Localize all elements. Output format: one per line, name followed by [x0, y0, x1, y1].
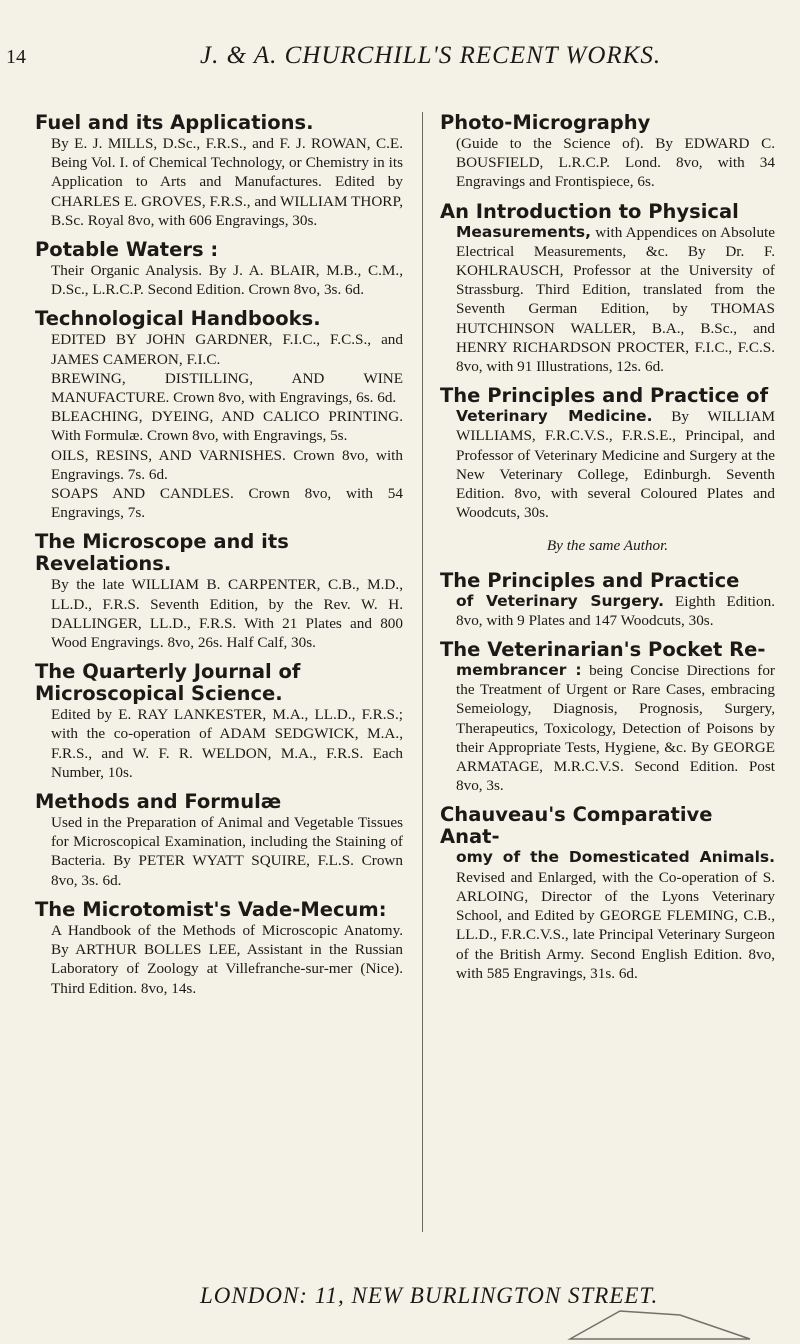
entry-title: The Principles and Practice of	[440, 384, 769, 408]
running-title: J. & A. CHURCHILL'S RECENT WORKS.	[200, 42, 662, 69]
entry-body: EDITED BY JOHN GARDNER, F.I.C., F.C.S., and JAMES CAMERON, F.I.C.	[51, 331, 403, 368]
entry-title: Chauveau's Comparative Anat-	[440, 803, 713, 849]
column-divider	[422, 112, 423, 1232]
list-item	[35, 112, 403, 230]
entry-subtitle: omy of the Domesticated Animals.	[456, 848, 775, 867]
list-item	[440, 570, 775, 630]
entry-text: Revised and Enlarged, with the Co-operation of S. ARLOING, Director of the Lyons Veterinary School, and Edited by GEORGE FLEMING, C.B., LL.D., F.R.C.V.S., late Principal Veterinary Surgeon of the British Army. Second English Edition. 8vo, with 585 Engravings, 31s. 6d.	[456, 868, 775, 982]
entry-subtitle: Measurements,	[456, 222, 592, 241]
entry-body: Their Organic Analysis. By J. A. BLAIR, M.B., C.M., D.Sc., L.R.C.P. Second Edition. Crown 8vo, 3s. 6d.	[51, 262, 403, 299]
entry-body	[456, 848, 775, 982]
list-item	[440, 201, 775, 377]
entry-body: (Guide to the Science of). By EDWARD C. BOUSFIELD, L.R.C.P. Lond. 8vo, with 34 Engravings and Frontispiece, 6s.	[456, 135, 775, 191]
page-number: 14	[6, 46, 26, 68]
sub-item: BLEACHING, DYEING, AND CALICO PRINTING. With Formulæ. Crown 8vo, with Engravings, 5s.	[51, 408, 403, 445]
entry-title: The Quarterly Journal of Microscopical Science.	[35, 660, 301, 706]
entry-text: By WILLIAM WILLIAMS, F.R.C.V.S., F.R.S.E., Principal, and Professor of Veterinary Medicine and Surgery at the New Veterinary College, Edinburgh. Seventh Edition. 8vo, with several Coloured Plates and Woodcuts, 30s.	[456, 408, 775, 522]
entry-title: Methods and Formulæ	[35, 790, 282, 814]
entry-text: Eighth Edition. 8vo, with 9 Plates and 147 Woodcuts, 30s.	[456, 592, 775, 629]
entry-title: The Veterinarian's Pocket Re-	[440, 638, 766, 662]
entry-body	[456, 223, 775, 377]
list-item	[440, 385, 775, 522]
list-item	[35, 308, 403, 522]
list-item	[35, 531, 403, 652]
list-item	[35, 239, 403, 299]
entry-body	[456, 407, 775, 522]
entry-body: Used in the Preparation of Animal and Vegetable Tissues for Microscopical Examination, including the Staining of Bacteria. By PETER WYATT SQUIRE, F.L.S. Crown 8vo, 3s. 6d.	[51, 814, 403, 889]
entry-body	[456, 661, 775, 795]
entry-text: with Appendices on Absolute Electrical Measurements, &c. By Dr. F. KOHLRAUSCH, Professor at the University of Strassburg. Third Edition, translated from the Seventh German Edition, by THOMAS HUTCHINSON WALLER, B.A., B.Sc., and HENRY RICHARDSON PROCTER, F.I.C., F.C.S. 8vo, with 91 Illustrations, 12s. 6d.	[456, 223, 776, 376]
entry-subtitle: membrancer :	[456, 661, 582, 680]
left-column	[35, 112, 403, 1007]
entry-subtitle: of Veterinary Surgery.	[456, 591, 665, 610]
entry-title: Potable Waters :	[35, 238, 219, 262]
entry-body: By E. J. MILLS, D.Sc., F.R.S., and F. J. ROWAN, C.E. Being Vol. I. of Chemical Technology, or Chemistry in its Application to Arts and Manufactures. Edited by CHARLES E. GROVES, F.R.S., and WILLIAM THORP, B.Sc. Royal 8vo, with 606 Engravings, 30s.	[51, 135, 403, 229]
list-item	[440, 112, 775, 192]
entry-body: A Handbook of the Methods of Microscopic Anatomy. By ARTHUR BOLLES LEE, Assistant in the Russian Laboratory of Zoology at Villefranche-sur-mer (Nice). Third Edition. 8vo, 14s.	[51, 921, 403, 997]
entry-title: Fuel and its Applications.	[35, 111, 314, 134]
sub-item: BREWING, DISTILLING, AND WINE MANUFACTURE. Crown 8vo, with Engravings, 6s. 6d.	[51, 369, 403, 407]
list-item	[35, 661, 403, 782]
torn-corner-mark	[560, 1305, 760, 1341]
right-column	[440, 112, 775, 992]
page-header	[0, 38, 800, 78]
list-item	[35, 791, 403, 890]
entry-title: The Principles and Practice	[440, 568, 740, 592]
sub-item: SOAPS AND CANDLES. Crown 8vo, with 54 Engravings, 7s.	[51, 485, 403, 522]
by-line: By the same Author.	[546, 537, 669, 555]
entry-body	[456, 592, 775, 630]
entry-body: By the late WILLIAM B. CARPENTER, C.B., M.D., LL.D., F.R.S. Seventh Edition, by the Rev. W. H. DALLINGER, LL.D., F.R.S. With 21 Plates and 800 Wood Engravings. 8vo, 26s. Half Calf, 30s.	[51, 576, 403, 652]
entry-title: An Introduction to Physical	[440, 199, 739, 223]
entry-title: Photo-Micrography	[440, 111, 651, 134]
entry-title: The Microscope and its Revelations.	[35, 530, 289, 576]
entry-body: Edited by E. RAY LANKESTER, M.A., LL.D., F.R.S.; with the co-operation of ADAM SEDGWICK, M.A., F.R.S., and W. F. R. WELDON, M.A., F.R.S. Each Number, 10s.	[51, 706, 403, 781]
list-item	[440, 804, 775, 982]
footer-imprint: LONDON: 11, NEW BURLINGTON STREET.	[200, 1283, 659, 1308]
list-item	[35, 899, 403, 998]
entry-title: Technological Handbooks.	[35, 307, 321, 331]
entry-text: being Concise Directions for the Treatment of Urgent or Rare Cases, embracing Semeiology, Diagnosis, Prognosis, Surgery, Therapeutics, Toxicology, Detection of Poisons by their Appropriate Tests, Hygiene, &c. By GEORGE ARMATAGE, M.R.C.V.S. Second Edition. Post 8vo, 3s.	[456, 662, 775, 795]
entry-title: The Microtomist's Vade-Mecum:	[35, 897, 387, 921]
list-item	[440, 639, 775, 795]
sub-item: OILS, RESINS, AND VARNISHES. Crown 8vo, with Engravings. 7s. 6d.	[51, 446, 403, 483]
entry-subtitle: Veterinary Medicine.	[456, 407, 653, 426]
